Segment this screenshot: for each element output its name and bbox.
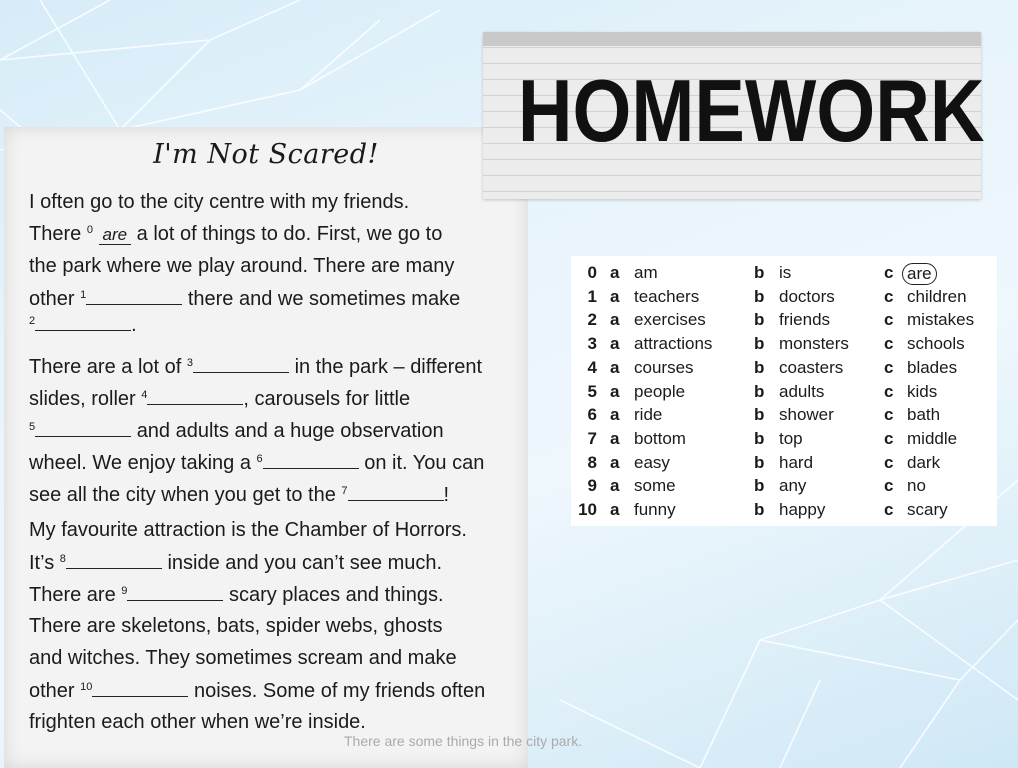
option-letter-a: a <box>610 310 620 330</box>
option-row <box>571 405 997 429</box>
option-b: top <box>779 428 803 448</box>
option-row <box>571 334 997 358</box>
option-number: 9 <box>587 476 597 496</box>
story-line-12 <box>29 551 442 575</box>
option-b: shower <box>779 405 834 425</box>
story-line-1: I often go to the city centre with my friends. <box>29 191 410 213</box>
text: and adults and a huge observation <box>136 420 444 442</box>
option-letter-b: b <box>754 452 765 472</box>
gap-blank[interactable] <box>66 551 162 569</box>
story-line-3: the park where we play around. There are many <box>29 255 455 277</box>
text: scary places and things. <box>228 584 444 606</box>
option-b: any <box>779 476 807 496</box>
text: There <box>29 223 82 245</box>
option-row <box>571 382 997 406</box>
option-row <box>571 453 997 477</box>
option-number: 6 <box>587 405 597 425</box>
option-c: are <box>902 263 937 285</box>
story-line-15: and witches. They sometimes scream and make <box>29 647 457 669</box>
text: ! <box>443 484 450 506</box>
option-letter-c: c <box>884 286 894 306</box>
text: There are <box>29 584 116 606</box>
gap-number: 10 <box>80 681 93 693</box>
gap-blank[interactable] <box>35 313 131 331</box>
gap-blank[interactable] <box>147 387 243 405</box>
text: There are a lot of <box>29 356 182 378</box>
option-letter-c: c <box>884 334 894 354</box>
gap-blank[interactable] <box>263 451 359 469</box>
option-a: exercises <box>634 310 706 330</box>
option-letter-b: b <box>754 428 765 448</box>
option-a: teachers <box>634 286 700 306</box>
text: , carousels for little <box>243 388 411 410</box>
option-number: 5 <box>587 381 597 401</box>
text: inside and you can’t see much. <box>167 552 443 574</box>
option-letter-a: a <box>610 263 620 282</box>
option-letter-a: a <box>610 452 620 472</box>
gap-number: 1 <box>80 289 87 301</box>
option-c: bath <box>907 405 941 425</box>
gap-number: 0 <box>86 224 93 236</box>
option-a: bottom <box>634 428 686 448</box>
option-a: easy <box>634 452 670 472</box>
text: It’s <box>29 552 55 574</box>
option-letter-a: a <box>610 286 620 306</box>
gap-number: 7 <box>341 485 348 497</box>
story-line-6 <box>29 355 482 379</box>
option-row <box>571 429 997 453</box>
gap-number: 6 <box>256 453 263 465</box>
story-line-7 <box>29 387 410 411</box>
option-letter-c: c <box>884 476 894 496</box>
option-letter-c: c <box>884 310 894 330</box>
option-number: 8 <box>587 452 597 472</box>
option-number: 2 <box>587 310 597 330</box>
story-line-11: My favourite attraction is the Chamber of Horrors. <box>29 519 467 541</box>
option-letter-b: b <box>754 357 765 377</box>
text: on it. You can <box>364 452 485 474</box>
option-letter-a: a <box>610 357 620 377</box>
option-c: schools <box>907 334 965 354</box>
story-line-16 <box>29 679 485 703</box>
option-b: happy <box>779 500 826 519</box>
option-letter-b: b <box>754 263 765 282</box>
option-number: 10 <box>578 500 597 519</box>
option-letter-c: c <box>884 500 894 519</box>
option-letter-c: c <box>884 263 894 282</box>
gap-blank[interactable] <box>35 419 131 437</box>
gap-blank[interactable] <box>348 483 444 501</box>
option-a: am <box>634 263 658 282</box>
homework-banner <box>483 32 985 199</box>
option-letter-c: c <box>884 452 894 472</box>
text: . <box>131 314 137 336</box>
option-letter-c: c <box>884 357 894 377</box>
option-c: children <box>907 286 967 306</box>
option-letter-a: a <box>610 428 620 448</box>
story-line-9 <box>29 451 484 475</box>
option-letter-a: a <box>610 500 620 519</box>
option-b: friends <box>779 310 831 330</box>
option-row <box>571 310 997 334</box>
option-letter-b: b <box>754 500 765 519</box>
option-row <box>571 358 997 382</box>
gap-blank[interactable] <box>193 355 289 373</box>
option-c: dark <box>907 452 941 472</box>
story-line-17: frighten each other when we’re inside. <box>29 711 366 733</box>
text: slides, roller <box>29 388 136 410</box>
gap-number: 9 <box>121 585 128 597</box>
story-line-5 <box>29 313 137 337</box>
text: a lot of things to do. First, we go to <box>136 223 443 245</box>
story-line-8 <box>29 419 444 443</box>
option-a: funny <box>634 500 676 519</box>
gap-blank[interactable] <box>92 679 188 697</box>
option-letter-a: a <box>610 476 620 496</box>
option-a: ride <box>634 405 663 425</box>
option-b: monsters <box>779 334 849 354</box>
option-letter-b: b <box>754 334 765 354</box>
option-letter-b: b <box>754 286 765 306</box>
text: wheel. We enjoy taking a <box>29 452 251 474</box>
option-letter-a: a <box>610 334 620 354</box>
options-table <box>571 256 997 526</box>
option-a: attractions <box>634 334 713 354</box>
homework-title: HOMEWORK <box>517 61 985 160</box>
option-b: adults <box>779 381 825 401</box>
gap-number: 8 <box>59 553 66 565</box>
faint-bleed-text: There are some things in the city park. <box>344 733 583 749</box>
gap-number: 5 <box>29 421 36 433</box>
story-line-13 <box>29 583 444 607</box>
story-line-2 <box>29 223 442 246</box>
option-letter-b: b <box>754 405 765 425</box>
text: in the park – different <box>294 356 483 378</box>
story-line-14: There are skeletons, bats, spider webs, ghosts <box>29 615 443 637</box>
option-row <box>571 287 997 311</box>
option-letter-b: b <box>754 381 765 401</box>
option-letter-a: a <box>610 405 620 425</box>
option-a: some <box>634 476 676 496</box>
story-title: I'm Not Scared! <box>153 139 379 170</box>
option-c: mistakes <box>907 310 975 330</box>
option-b: doctors <box>779 286 835 306</box>
gap-number: 3 <box>186 357 193 369</box>
option-number: 1 <box>587 286 597 306</box>
gap-blank[interactable] <box>127 583 223 601</box>
text: other <box>29 288 75 310</box>
option-letter-c: c <box>884 405 894 425</box>
option-b: hard <box>779 452 814 472</box>
option-letter-b: b <box>754 310 765 330</box>
text: other <box>29 680 75 702</box>
option-c: middle <box>907 428 958 448</box>
option-a: courses <box>634 357 694 377</box>
option-letter-a: a <box>610 381 620 401</box>
option-b: is <box>779 263 792 282</box>
option-c: no <box>907 476 926 496</box>
option-b: coasters <box>779 357 844 377</box>
option-number: 3 <box>587 334 597 354</box>
option-a: people <box>634 381 686 401</box>
gap-blank[interactable] <box>86 287 182 305</box>
option-letter-c: c <box>884 428 894 448</box>
story-line-10 <box>29 483 449 507</box>
gap-number: 4 <box>141 389 148 401</box>
option-row <box>571 263 997 287</box>
option-number: 0 <box>587 263 597 282</box>
option-letter-b: b <box>754 476 765 496</box>
option-number: 4 <box>587 357 597 377</box>
option-letter-c: c <box>884 381 894 401</box>
text: there and we sometimes make <box>187 288 461 310</box>
story-panel <box>4 127 583 768</box>
option-c: kids <box>907 381 938 401</box>
option-c: scary <box>907 500 948 519</box>
banner-top-strip <box>483 32 981 46</box>
option-number: 7 <box>587 428 597 448</box>
example-answer: are <box>99 225 132 245</box>
option-c: blades <box>907 357 958 377</box>
option-row <box>571 476 997 500</box>
text: noises. Some of my friends often <box>193 680 486 702</box>
story-line-4 <box>29 287 460 311</box>
text: see all the city when you get to the <box>29 484 336 506</box>
gap-number: 2 <box>29 315 36 327</box>
option-row <box>571 500 997 524</box>
